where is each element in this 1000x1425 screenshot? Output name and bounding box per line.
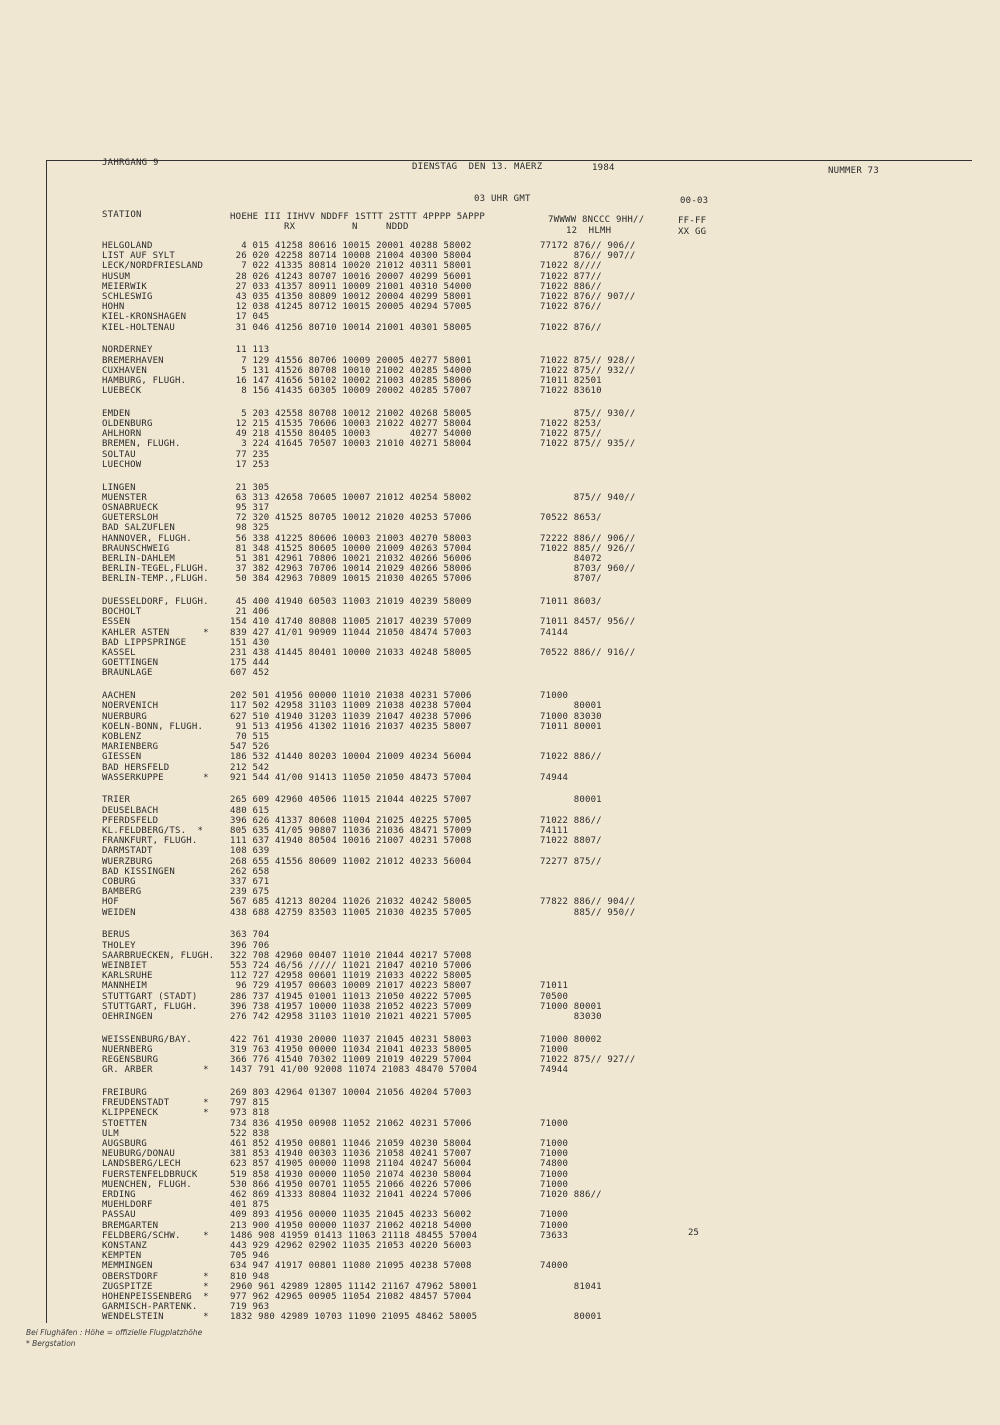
station-section7: 80001 <box>540 795 602 806</box>
station-name: MUENCHEN, FLUGH. <box>102 1179 192 1190</box>
station-data: 705 946 <box>230 1251 270 1262</box>
station-section7: 71000 <box>540 1210 569 1221</box>
station-name: BREMERHAVEN <box>102 355 164 366</box>
station-name: WASSERKUPPE * <box>102 772 209 783</box>
station-data: 8 156 41435 60305 10009 20002 40285 57007 <box>230 386 472 397</box>
station-name: MANNHEIM <box>102 981 147 992</box>
station-name: GARMISCH-PARTENK. <box>102 1302 198 1313</box>
station-section7: 74944 <box>540 772 569 783</box>
station-name: OLDENBURG <box>102 419 153 429</box>
station-data: 154 410 41740 80808 11005 21017 40239 57009 <box>230 617 472 628</box>
station-data: 175 444 <box>230 658 270 669</box>
station-name: NOERVENICH <box>102 701 159 712</box>
station-name: KASSEL <box>102 648 136 658</box>
station-section7: 84072 <box>540 553 602 564</box>
station-name: BAD KISSINGEN <box>102 866 176 877</box>
column-codes-sub: RX N NDDD <box>284 222 409 232</box>
station-name: SOLTAU <box>102 449 136 460</box>
station-name: LANDSBERG/LECH <box>102 1159 181 1170</box>
station-name: KEMPTEN <box>102 1251 142 1262</box>
station-data: 16 147 41656 50102 10002 21003 40285 58006 <box>230 375 472 386</box>
station-section7: 71011 8603/ <box>540 597 602 607</box>
station-section7: 80001 <box>540 701 602 712</box>
station-name: SAARBRUECKEN, FLUGH. <box>102 950 215 961</box>
station-data: 31 046 41256 80710 10014 21001 40301 58005 <box>230 322 472 333</box>
station-name: KOBLENZ <box>102 731 142 742</box>
station-data: 973 818 <box>230 1108 270 1119</box>
station-section7: 71022 876// <box>540 302 602 313</box>
station-data: 112 727 42958 00601 11019 21033 40222 58005 <box>230 971 472 982</box>
station-section7: 8703/ 960// <box>540 564 636 575</box>
station-name: PFERDSFELD <box>102 815 159 826</box>
station-name: KAHLER ASTEN * <box>102 627 209 638</box>
station-name: OSNABRUECK <box>102 502 159 513</box>
station-data: 72 320 41525 80705 10012 21020 40253 57006 <box>230 513 472 524</box>
station-name: THOLEY <box>102 940 136 951</box>
station-section7: 71022 875// 928// <box>540 355 636 366</box>
station-name: LINGEN <box>102 482 136 493</box>
station-data: 719 963 <box>230 1302 270 1313</box>
station-data: 553 724 46/56 ///// 11021 21047 40210 57006 <box>230 960 472 971</box>
station-data: 5 131 41526 80708 10010 21002 40285 54000 <box>230 365 472 376</box>
station-name: MUEHLDORF <box>102 1200 153 1211</box>
station-data: 96 729 41957 00603 10009 21017 40223 58007 <box>230 981 472 992</box>
station-data: 1486 908 41959 01413 11063 21118 48455 57004 <box>230 1230 478 1241</box>
station-name: BAD HERSFELD <box>102 762 170 773</box>
station-data: 401 875 <box>230 1200 270 1211</box>
station-section7: 71022 8//// <box>540 261 602 272</box>
station-data: 12 215 41535 70606 10003 21022 40277 58004 <box>230 419 472 429</box>
station-data: 805 635 41/05 90807 11036 21036 48471 57009 <box>230 826 472 836</box>
station-name: HELGOLAND <box>102 241 153 251</box>
station-name: KOELN-BONN, FLUGH. <box>102 721 204 732</box>
station-name: DEUSELBACH <box>102 805 159 816</box>
station-data: 462 869 41333 80804 11032 21041 40224 57006 <box>230 1189 472 1200</box>
station-data: 7 022 41335 80814 10020 21012 40311 58001 <box>230 261 472 272</box>
station-data: 11 113 <box>230 345 270 356</box>
station-name: MEMMINGEN <box>102 1261 153 1272</box>
station-name: TRIER <box>102 795 131 806</box>
station-name: LUECHOW <box>102 459 142 470</box>
station-data: 366 776 41540 70302 11009 21019 40229 57004 <box>230 1055 472 1065</box>
station-data: 49 218 41550 80405 10003 40277 54000 <box>230 429 472 440</box>
station-data: 269 803 42964 01307 10004 21056 40204 57003 <box>230 1087 472 1098</box>
column-group1-sub: 12 HLMH <box>566 226 612 236</box>
station-data: 77 235 <box>230 449 270 460</box>
station-name: ESSEN <box>102 617 131 628</box>
station-name: LUEBECK <box>102 386 142 397</box>
station-name: OBERSTDORF * <box>102 1271 209 1282</box>
station-data: 213 900 41950 00000 11037 21062 40218 54000 <box>230 1220 472 1231</box>
station-name: BERLIN-DAHLEM <box>102 553 176 564</box>
station-section7: 83030 <box>540 1011 602 1022</box>
station-section7: 875// 940// <box>540 492 636 503</box>
station-section7: 71011 <box>540 981 569 992</box>
station-name: BOCHOLT <box>102 607 142 618</box>
station-name: BREMGARTEN <box>102 1220 159 1231</box>
station-section7: 875// 930// <box>540 408 636 419</box>
station-data: 363 704 <box>230 930 270 941</box>
station-data: 81 348 41525 80605 10000 21009 40263 57004 <box>230 543 472 554</box>
station-data: 396 738 41957 10000 11038 21052 40223 57009 <box>230 1001 472 1012</box>
station-data: 186 532 41440 80203 10004 21009 40234 56004 <box>230 752 472 763</box>
station-data: 1437 791 41/00 92008 11074 21083 48470 57004 <box>230 1065 478 1076</box>
station-data: 91 513 41956 41302 11016 21037 40235 58007 <box>230 721 472 732</box>
station-name: WENDELSTEIN * <box>102 1312 209 1323</box>
station-section7: 71022 83610 <box>540 386 602 397</box>
station-data: 734 836 41950 00908 11052 21062 40231 57006 <box>230 1118 472 1129</box>
station-data: 480 615 <box>230 805 270 816</box>
station-name: DARMSTADT <box>102 846 153 857</box>
station-data: 627 510 41940 31203 11039 21047 40238 57006 <box>230 711 472 722</box>
station-name: BERLIN-TEMP.,FLUGH. <box>102 574 209 585</box>
station-data: 519 858 41930 00000 11050 21074 40230 58004 <box>230 1169 472 1180</box>
station-data: 108 639 <box>230 846 270 857</box>
station-section7: 71011 8457/ 956// <box>540 617 636 628</box>
footnote-airports: Bei Flughäfen : Höhe = offizielle Flugplatzhöhe <box>26 1328 203 1337</box>
station-data: 21 406 <box>230 607 270 618</box>
station-data: 17 045 <box>230 312 270 323</box>
issue-number: NUMMER 73 <box>828 166 880 176</box>
station-name: COBURG <box>102 877 136 887</box>
station-name: BERLIN-TEGEL,FLUGH. <box>102 564 209 575</box>
station-section7: 71022 876// 907// <box>540 292 636 302</box>
station-name: ZUGSPITZE * <box>102 1281 209 1292</box>
station-name: FREIBURG <box>102 1087 147 1098</box>
station-data: 381 853 41940 00303 11036 21058 40241 57007 <box>230 1149 472 1160</box>
station-name: KARLSRUHE <box>102 971 153 982</box>
station-section7: 71000 <box>540 1169 569 1180</box>
station-data: 63 313 42658 70605 10007 21012 40254 58002 <box>230 492 472 503</box>
station-data: 1832 980 42989 10703 11090 21095 48462 58005 <box>230 1312 478 1323</box>
station-name: GR. ARBER * <box>102 1065 209 1076</box>
station-section7: 71000 <box>540 1138 569 1149</box>
station-section7: 74111 <box>540 826 569 836</box>
station-name: STUTTGART (STADT) <box>102 991 198 1002</box>
station-name: FRANKFURT, FLUGH. <box>102 836 198 847</box>
station-name: WEISSENBURG/BAY. <box>102 1034 192 1045</box>
station-name: BAMBERG <box>102 887 142 898</box>
station-name: BERUS <box>102 930 131 941</box>
station-data: 286 737 41945 01001 11013 21050 40222 57005 <box>230 991 472 1002</box>
station-data: 7 129 41556 80706 10009 20005 40277 58001 <box>230 355 472 366</box>
station-data: 3 224 41645 70507 10003 21010 40271 58004 <box>230 439 472 450</box>
station-data: 202 501 41956 00000 11010 21038 40231 57006 <box>230 691 472 702</box>
station-data: 337 671 <box>230 877 270 887</box>
station-section7: 74944 <box>540 1065 569 1076</box>
station-data: 2960 961 42989 12805 11142 21167 47962 58001 <box>230 1281 478 1292</box>
station-name: FUERSTENFELDBRUCK <box>102 1169 198 1180</box>
station-data: 422 761 41930 20000 11037 21045 40231 58003 <box>230 1034 472 1045</box>
station-name: MEIERWIK <box>102 281 147 292</box>
station-section7: 71011 80001 <box>540 721 602 732</box>
station-name: WEIDEN <box>102 907 136 918</box>
station-data: 262 658 <box>230 866 270 877</box>
station-data: 265 609 42960 40506 11015 21044 40225 57007 <box>230 795 472 806</box>
station-section7: 876// 907// <box>540 251 636 262</box>
station-section7: 77172 876// 906// <box>540 241 636 251</box>
station-data: 51 381 42961 70806 10021 21032 40266 56006 <box>230 553 472 564</box>
station-name: BAD SALZUFLEN <box>102 523 176 534</box>
station-name: KIEL-HOLTENAU <box>102 322 176 333</box>
station-name: BRAUNSCHWEIG <box>102 543 170 554</box>
station-data: 322 708 42960 00407 11010 21044 40217 57008 <box>230 950 472 961</box>
station-data: 522 838 <box>230 1128 270 1139</box>
station-name: KIEL-KRONSHAGEN <box>102 312 187 323</box>
station-name: BRAUNLAGE <box>102 668 153 679</box>
page-number: 25 <box>688 1228 699 1238</box>
column-group2: FF-FF <box>678 216 707 226</box>
station-section7: 71022 876// <box>540 322 602 333</box>
station-section7: 77822 886// 904// <box>540 897 636 908</box>
station-name: KL.FELDBERG/TS. * <box>102 826 204 836</box>
station-section7: 71000 <box>540 1149 569 1160</box>
station-section7: 81041 <box>540 1281 602 1292</box>
station-data: 5 203 42558 80708 10012 21002 40268 58005 <box>230 408 472 419</box>
station-section7: 71022 886// <box>540 815 602 826</box>
period-label: 00-03 <box>680 196 709 206</box>
station-data: 396 626 41337 80608 11004 21025 40225 57005 <box>230 815 472 826</box>
station-data: 111 637 41940 80504 10016 21007 40231 57008 <box>230 836 472 847</box>
station-data: 319 763 41950 00000 11034 21041 40233 58005 <box>230 1044 472 1055</box>
footnote-mountain: * Bergstation <box>26 1339 76 1348</box>
station-section7: 71022 885// 926// <box>540 543 636 554</box>
station-data: 95 317 <box>230 502 270 513</box>
station-section7: 71022 8807/ <box>540 836 602 847</box>
station-data: 567 685 41213 80204 11026 21032 40242 58005 <box>230 897 472 908</box>
station-data: 17 253 <box>230 459 270 470</box>
station-section7: 71000 80001 <box>540 1001 602 1012</box>
station-data: 268 655 41556 80609 11002 21012 40233 56004 <box>230 856 472 867</box>
station-data: 547 526 <box>230 742 270 753</box>
frame-corner <box>960 160 972 161</box>
station-data: 12 038 41245 80712 10015 20005 40294 57005 <box>230 302 472 313</box>
station-name: GOETTINGEN <box>102 658 159 669</box>
station-name: AHLHORN <box>102 429 142 440</box>
station-name: NEUBURG/DONAU <box>102 1149 176 1160</box>
station-section7: 71011 82501 <box>540 375 602 386</box>
column-codes: HOEHE III IIHVV NDDFF 1STTT 2STTT 4PPPP 5APPP <box>230 212 486 222</box>
column-group2-sub: XX GG <box>678 227 707 237</box>
station-section7: 72222 886// 906// <box>540 533 636 544</box>
station-name: HOHN <box>102 302 125 313</box>
station-name: ULM <box>102 1128 119 1139</box>
station-data: 461 852 41950 00801 11046 21059 40230 58004 <box>230 1138 472 1149</box>
station-data: 151 430 <box>230 637 270 648</box>
station-name: LECK/NORDFRIESLAND <box>102 261 204 272</box>
station-data: 797 815 <box>230 1098 270 1109</box>
issue-date: DIENSTAG DEN 13. MAERZ <box>412 162 543 172</box>
station-data: 396 706 <box>230 940 270 951</box>
station-name: LIST AUF SYLT <box>102 251 176 262</box>
station-section7: 71000 <box>540 1220 569 1231</box>
station-section7: 885// 950// <box>540 907 636 918</box>
station-name: HANNOVER, FLUGH. <box>102 533 192 544</box>
station-section7: 71022 875// 927// <box>540 1055 636 1065</box>
station-name: STOETTEN <box>102 1118 147 1129</box>
station-section7: 8707/ <box>540 574 602 585</box>
station-name: KLIPPENECK * <box>102 1108 209 1119</box>
station-data: 70 515 <box>230 731 270 742</box>
station-data: 276 742 42958 31103 11010 21021 40221 57005 <box>230 1011 472 1022</box>
station-data: 239 675 <box>230 887 270 898</box>
station-section7: 71022 886// <box>540 281 602 292</box>
station-data: 45 400 41940 60503 11003 21019 40239 58009 <box>230 597 472 607</box>
station-data: 28 026 41243 80707 10016 20007 40299 56001 <box>230 271 472 282</box>
station-data: 438 688 42759 83503 11005 21030 40235 57005 <box>230 907 472 918</box>
station-data: 37 382 42963 70706 10014 21029 40266 58006 <box>230 564 472 575</box>
station-section7: 71000 80002 <box>540 1034 602 1045</box>
station-data: 623 857 41905 00000 11098 21104 40247 56004 <box>230 1159 472 1170</box>
station-name: STUTTGART, FLUGH. <box>102 1001 198 1012</box>
station-section7: 71000 <box>540 1179 569 1190</box>
station-name: MARIENBERG <box>102 742 159 753</box>
station-name: GUETERSLOH <box>102 513 159 524</box>
station-section7: 74144 <box>540 627 569 638</box>
station-data: 27 033 41357 80911 10009 21001 40310 54000 <box>230 281 472 292</box>
issue-year: 1984 <box>592 163 615 173</box>
station-section7: 71000 <box>540 691 569 702</box>
station-section7: 71000 <box>540 1044 569 1055</box>
station-section7: 74000 <box>540 1261 569 1272</box>
station-section7: 71022 875// 932// <box>540 365 636 376</box>
station-data: 839 427 41/01 90909 11044 21050 48474 57003 <box>230 627 472 638</box>
station-name: BREMEN, FLUGH. <box>102 439 181 450</box>
station-data: 810 948 <box>230 1271 270 1282</box>
station-name: AUGSBURG <box>102 1138 147 1149</box>
station-name: EMDEN <box>102 408 131 419</box>
station-section7: 70522 8653/ <box>540 513 602 524</box>
station-data: 56 338 41225 80606 10003 21003 40270 58003 <box>230 533 472 544</box>
table-frame <box>46 160 972 1323</box>
station-section7: 71000 83030 <box>540 711 602 722</box>
station-section7: 71022 875// <box>540 429 602 440</box>
jahrgang: JAHRGANG 9 <box>102 158 159 168</box>
station-data: 530 866 41950 00701 11055 21066 40226 57006 <box>230 1179 472 1190</box>
station-section7: 74800 <box>540 1159 569 1170</box>
station-section7: 70500 <box>540 991 569 1002</box>
station-data: 26 020 42258 80714 10008 21004 40300 58004 <box>230 251 472 262</box>
station-name: HOF <box>102 897 119 908</box>
station-name: HAMBURG, FLUGH. <box>102 375 187 386</box>
station-name: MUENSTER <box>102 492 147 503</box>
station-data: 231 438 41445 80401 10000 21033 40248 58005 <box>230 648 472 658</box>
station-name: FREUDENSTADT * <box>102 1098 209 1109</box>
station-name: NORDERNEY <box>102 345 153 356</box>
station-name: OEHRINGEN <box>102 1011 153 1022</box>
station-name: SCHLESWIG <box>102 292 153 302</box>
station-name: FELDBERG/SCHW. * <box>102 1230 209 1241</box>
column-station: STATION <box>102 210 142 220</box>
station-data: 43 035 41350 80809 10012 20004 40299 58001 <box>230 292 472 302</box>
station-name: AACHEN <box>102 691 136 702</box>
station-section7: 73633 <box>540 1230 569 1241</box>
station-name: KONSTANZ <box>102 1240 147 1251</box>
station-name: REGENSBURG <box>102 1055 159 1065</box>
station-name: PASSAU <box>102 1210 136 1221</box>
station-name: CUXHAVEN <box>102 365 147 376</box>
station-data: 607 452 <box>230 668 270 679</box>
column-group1: 7WWWW 8NCCC 9HH// <box>548 215 645 225</box>
station-data: 977 962 42965 00905 11054 21082 48457 57004 <box>230 1291 472 1302</box>
station-section7: 71000 <box>540 1118 569 1129</box>
station-section7: 72277 875// <box>540 856 602 867</box>
station-name: GIESSEN <box>102 752 142 763</box>
station-section7: 71022 8253/ <box>540 419 602 429</box>
station-data: 21 305 <box>230 482 270 493</box>
station-data: 212 542 <box>230 762 270 773</box>
station-data: 50 384 42963 70809 10015 21030 40265 57006 <box>230 574 472 585</box>
station-section7: 71020 886// <box>540 1189 602 1200</box>
station-name: NUERNBERG <box>102 1044 153 1055</box>
station-data: 443 929 42962 02902 11035 21053 40220 56003 <box>230 1240 472 1251</box>
station-section7: 71022 886// <box>540 752 602 763</box>
station-data: 4 015 41258 80616 10015 20001 40288 58002 <box>230 241 472 251</box>
station-data: 117 502 42958 31103 11009 21038 40238 57004 <box>230 701 472 712</box>
station-name: ERDING <box>102 1189 136 1200</box>
station-data: 409 893 41956 00000 11035 21045 40233 56002 <box>230 1210 472 1221</box>
station-name: BAD LIPPSPRINGE <box>102 637 187 648</box>
station-name: WUERZBURG <box>102 856 153 867</box>
observation-time: 03 UHR GMT <box>474 194 531 204</box>
station-data: 634 947 41917 00801 11080 21095 40238 57008 <box>230 1261 472 1272</box>
station-name: HUSUM <box>102 271 131 282</box>
station-section7: 80001 <box>540 1312 602 1323</box>
station-name: NUERBURG <box>102 711 147 722</box>
station-section7: 71022 875// 935// <box>540 439 636 450</box>
station-name: HOHENPEISSENBERG * <box>102 1291 209 1302</box>
station-data: 98 325 <box>230 523 270 534</box>
station-name: WEINBIET <box>102 960 147 971</box>
station-data: 921 544 41/00 91413 11050 21050 48473 57004 <box>230 772 472 783</box>
station-section7: 70522 886// 916// <box>540 648 636 658</box>
station-name: DUESSELDORF, FLUGH. <box>102 597 209 607</box>
station-section7: 71022 877// <box>540 271 602 282</box>
